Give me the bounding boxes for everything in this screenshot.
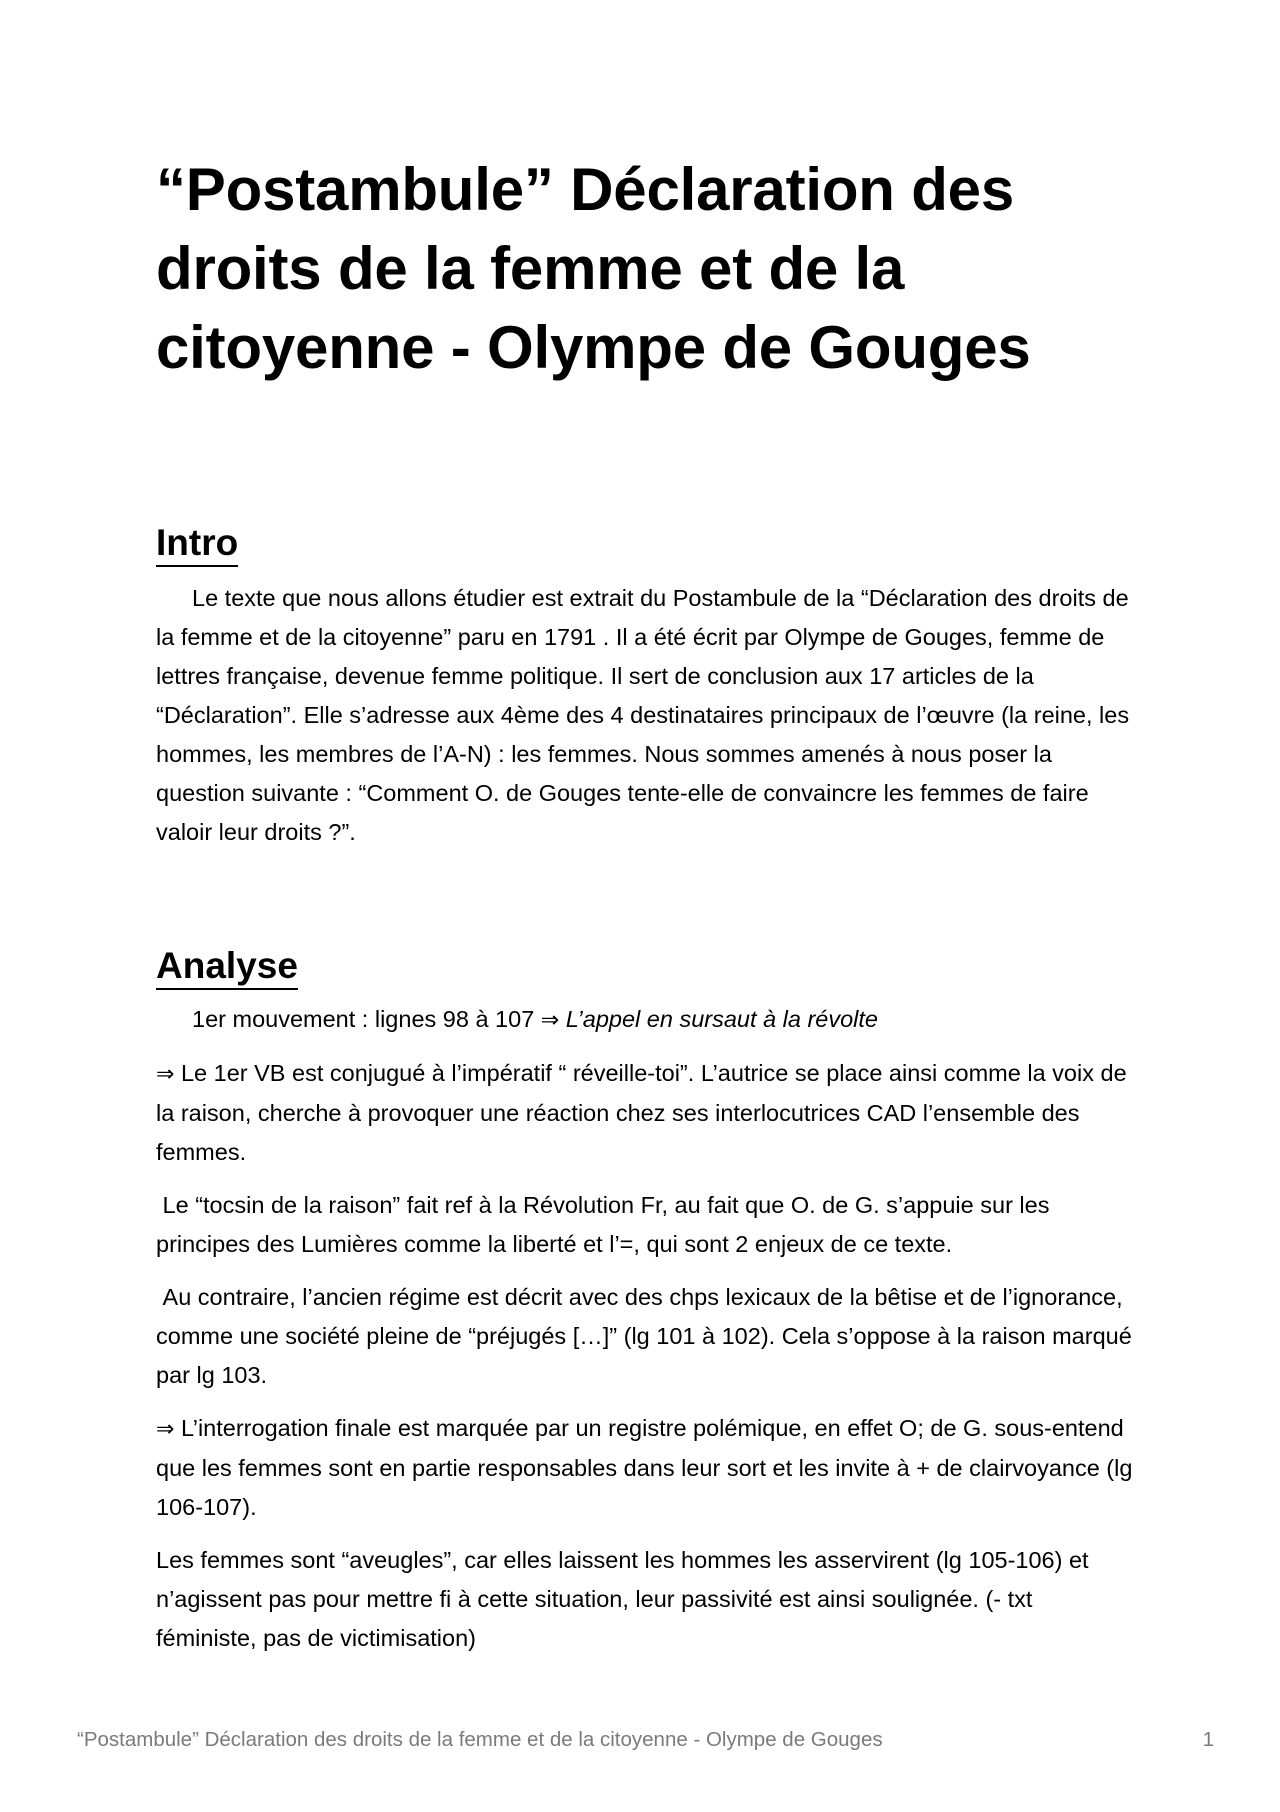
analysis-paragraph-3-text: Au contraire, l’ancien régime est décrit avec des chps lexicaux de la bêtise et de l’ignorance, comme une société pleine de “préjugés […]” (lg 101 à 102). Cela s’oppose à la raison marqué par lg 103. bbox=[156, 1284, 1132, 1388]
analysis-paragraph-4-text: L’interrogation finale est marquée par un registre polémique, en effet O; de G. sous-entend que les femmes sont en partie responsables dans leur sort et les invite à + de clairvoyance (lg 106-107). bbox=[156, 1415, 1133, 1520]
intro-paragraph: Le texte que nous allons étudier est extrait du Postambule de la “Déclaration des droits de la femme et de la citoyenne” paru en 1791 . Il a été écrit par Olympe de Gouges, femme de lettres française, devenue femme politique. Il sert de conclusion aux 17 articles de la “Déclaration”. Elle s’adresse aux 4ème des 4 destinataires principaux de l’œuvre (la reine, les hommes, les membres de l’A-N) : les femmes. Nous sommes amenés à nous poser la question suivante : “Comment O. de Gouges tente-elle de convaincre les femmes de faire valoir leur droits ?”. bbox=[156, 585, 1130, 845]
analysis-paragraph-4 bbox=[156, 1409, 1136, 1527]
analysis-paragraph-2 bbox=[156, 1186, 1136, 1264]
arrow-icon: ⇒ bbox=[540, 1008, 560, 1033]
analyse-section bbox=[156, 944, 1136, 1658]
analyse-heading: Analyse bbox=[156, 944, 298, 990]
arrow-icon: ⇒ bbox=[156, 1062, 175, 1087]
intro-section bbox=[156, 521, 1136, 852]
analysis-paragraph-5: Les femmes sont “aveugles”, car elles laissent les hommes les asservirent (lg 105-106) et n’agissent pas pour mettre fi à cette situation, leur passivité est ainsi soulignée. (- txt féministe, pas de victimisation) bbox=[156, 1547, 1089, 1651]
intro-heading: Intro bbox=[156, 521, 238, 567]
footer-title: “Postambule” Déclaration des droits de la femme et de la citoyenne - Olympe de Gouges bbox=[77, 1728, 883, 1751]
page-number: 1 bbox=[1202, 1728, 1214, 1751]
movement-prefix: 1er mouvement : lignes 98 à 107 bbox=[192, 1006, 535, 1032]
analysis-paragraph-1-text: Le 1er VB est conjugué à l’impératif “ réveille-toi”. L’autrice se place ainsi comme la voix de la raison, cherche à provoquer une réaction chez ses interlocutrices CAD l’ensemble des femmes. bbox=[156, 1060, 1127, 1165]
document-title: “Postambule” Déclaration des droits de la femme et de la citoyenne - Olympe de Gouges bbox=[156, 156, 1031, 381]
page-content bbox=[156, 150, 1136, 1658]
analysis-paragraph-3 bbox=[156, 1278, 1136, 1395]
analysis-paragraph-1 bbox=[156, 1054, 1136, 1172]
movement-title: L’appel en sursaut à la révolte bbox=[565, 1006, 879, 1032]
analysis-paragraph-2-text: Le “tocsin de la raison” fait ref à la Révolution Fr, au fait que O. de G. s’appuie sur les principes des Lumières comme la liberté et l’=, qui sont 2 enjeux de ce texte. bbox=[156, 1192, 1050, 1257]
arrow-icon: ⇒ bbox=[156, 1417, 175, 1442]
movement-line bbox=[156, 1000, 1136, 1040]
